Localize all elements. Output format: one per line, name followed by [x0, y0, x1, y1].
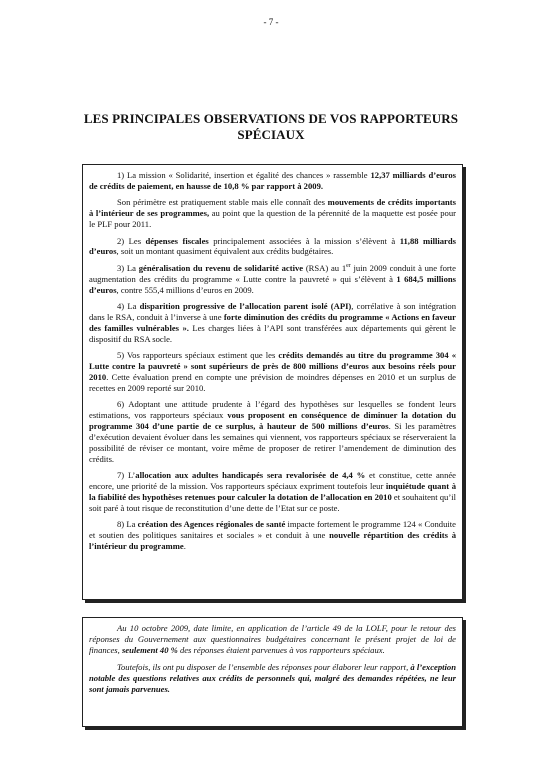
bold-text: dépenses fiscales [145, 235, 209, 246]
text-run: 1) La mission « Solidarité, insertion et égalité des chances » rassemble [117, 170, 371, 180]
text-run: , contre 555,4 millions d’euros en 2009. [116, 284, 254, 295]
bold-text: nouvelle répartition des crédits à l’intérieur du programme [89, 530, 456, 552]
paragraph [89, 662, 456, 695]
paragraph [89, 350, 456, 394]
superscript-text: er [346, 262, 351, 269]
text-run: 7) L’ [117, 470, 136, 481]
bold-text: mouvements de crédits importants à l’intérieur de ses programmes, [89, 197, 456, 219]
text-run: impacte fortement le programme 124 « Conduite et soutien des politiques sanitaires et sociales » et conduit à une [89, 519, 456, 541]
text-run: Son périmètre est pratiquement stable mais elle connaît des [117, 197, 328, 208]
text-run: Au 10 octobre 2009, date limite, en application de l’article 49 de la LOLF, pour le retour des réponses du Gouvernement aux questionnaires budgétaires concernant le présent projet de loi de finances, [89, 623, 456, 655]
paragraph [89, 197, 456, 230]
paragraph [89, 263, 456, 296]
bold-text: 1 684,5 millions d’euros [89, 273, 456, 295]
paragraph [89, 470, 456, 514]
text-run: . [183, 541, 186, 552]
text-run: juin 2009 conduit à une forte augmentation des crédits du programme « Lutte contre la pauvreté » qui s’élèvent à [89, 262, 456, 284]
bold-text: généralisation du revenu de solidarité active [138, 262, 304, 273]
text-run: 3) La [117, 262, 139, 273]
questionnaire-box [82, 617, 463, 727]
text-run: , corrélative à son intégration dans le RSA, conduit à l’inverse à une [89, 301, 456, 322]
text-run: des réponses étaient parvenues à vos rapporteurs spéciaux. [177, 644, 385, 655]
bold-text: inquiétude quant à la fiabilité des hypothèses retenues pour calculer la dotation de l’allocation en 2010 [89, 481, 456, 503]
text-run: (RSA) au 1 [303, 262, 347, 273]
bold-text: disparition progressive de l’allocation parent isolé (API) [139, 301, 352, 312]
text-run: 4) La [117, 301, 140, 312]
text-run: 5) Vos rapporteurs spéciaux estiment que les [117, 350, 279, 361]
text-run: et souhaitent qu’il soit paré à tout risque de reconstitution d’une dette de l’Etat sur ce poste. [89, 492, 456, 513]
text-run: 2) Les [117, 235, 146, 246]
paragraph [89, 399, 456, 464]
observations-box [82, 164, 463, 600]
paragraph [89, 519, 456, 552]
paragraph [89, 301, 456, 345]
text-run: Toutefois, ils ont pu disposer de l’ensemble des réponses pour élaborer leur rapport, [117, 661, 411, 672]
paragraph [89, 236, 456, 258]
text-run: principalement associées à la mission s’élèvent à [208, 235, 400, 246]
page-number: - 7 - [263, 17, 279, 27]
bold-text: création des Agences régionales de santé [137, 519, 286, 530]
bold-text: vous proposent en conséquence de diminuer la dotation du programme 304 d’une partie de ce surplus, à hauteur de 500 millions d’euros [89, 410, 456, 432]
bold-text: seulement 40 % [121, 644, 178, 655]
text-run: au point que la question de la pérennité de la maquette est posée pour le PLF pour 2011. [89, 208, 457, 230]
text-run: 8) La [117, 519, 138, 530]
page-title: LES PRINCIPALES OBSERVATIONS DE VOS RAPPORTEURS SPÉCIAUX [83, 111, 459, 142]
bold-text: à l’exception notable des questions relatives aux crédits de personnels qui, malgré des demandes répétées, ne leur sont jamais parvenues. [89, 661, 456, 694]
text-run: . Cette évaluation prend en compte une prévision de moindres dépenses en 2010 et un surplus de recettes en 2009 reporté sur 2010. [89, 372, 456, 393]
bold-text: allocation aux adultes handicapés sera revalorisée de 4,4 % [135, 470, 366, 481]
bold-text: 11,88 milliards d’euros [89, 235, 456, 257]
text-run: Les charges liées à l’API sont transférées aux départements qui gèrent le dispositif du RSA socle. [89, 322, 456, 344]
bold-text: forte diminution des crédits du programme « Actions en faveur des familles vulnérables ». [89, 311, 456, 333]
bold-text: crédits demandés au titre du programme 304 « Lutte contre la pauvreté » sont supérieurs de près de 800 millions d’euros aux besoins réels pour 2010 [89, 350, 456, 382]
bold-text: 12,37 milliards d’euros de crédits de paiement, en hausse de 10,8 % par rapport à 2009. [89, 170, 456, 191]
text-run: . Si les paramètres d’exécution devaient évoluer dans les semaines qui viennent, vos rapporteurs spéciaux se réserveraient la possibilité de réviser ce montant, voire même de proposer de retirer l’amendement de diminution des crédits. [89, 421, 456, 464]
paragraph [89, 623, 456, 656]
text-run: 6) Adoptant une attitude prudente à l’égard des hypothèses sur lesquelles se fondent leurs estimations, vos rapporteurs spéciaux [89, 399, 456, 421]
paragraph [89, 170, 456, 192]
text-run: , soit un montant quasiment équivalent aux crédits budgétaires. [116, 246, 334, 257]
text-run: et constitue, cette année encore, une priorité de la mission. Vos rapporteurs spéciaux expriment toutefois leur [89, 470, 456, 492]
